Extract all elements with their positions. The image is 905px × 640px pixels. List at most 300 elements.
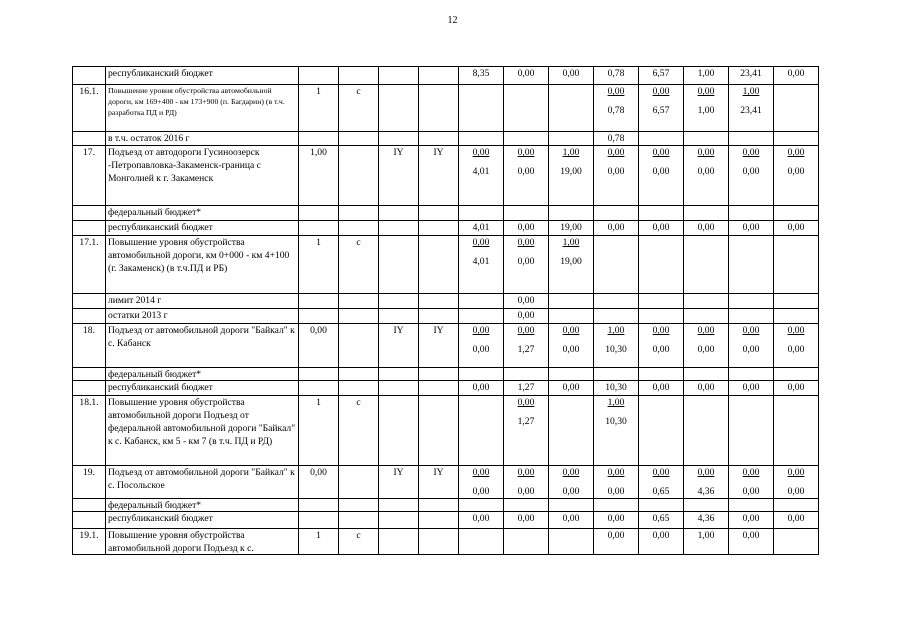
value-line: 1,00 [607, 325, 625, 336]
row-class-b [419, 206, 459, 221]
value-cell [504, 324, 549, 368]
value-line: 0,00 [652, 166, 670, 177]
value-cell [684, 67, 729, 85]
value-cell [594, 221, 639, 236]
value-cell [504, 132, 549, 146]
value-cell [504, 294, 549, 309]
value-cell [729, 146, 774, 206]
value-line: 0,00 [787, 382, 805, 393]
row-number [73, 67, 106, 85]
value-cell [594, 206, 639, 221]
value-line: 6,57 [652, 105, 670, 116]
value-line: 0,00 [697, 147, 715, 158]
value-cell [729, 221, 774, 236]
value-cell [594, 132, 639, 146]
value-line: 0,00 [472, 344, 490, 355]
value-line: 0,65 [652, 486, 670, 497]
table-row [73, 396, 819, 466]
table-row [73, 381, 819, 396]
value-cell [684, 236, 729, 294]
row-name: Подъезд от автодороги Гусиноозерск -Петропавловка-Закаменск-граница с Монголией к г. Закаменск [106, 146, 299, 206]
row-class-a: IY [379, 146, 419, 206]
row-category [339, 67, 379, 85]
table-row [73, 236, 819, 294]
value-cell [774, 221, 819, 236]
value-cell [549, 294, 594, 309]
value-line: 1,27 [517, 382, 535, 393]
table-row [73, 85, 819, 132]
value-line: 4,36 [697, 486, 715, 497]
value-line: 6,57 [652, 68, 670, 79]
row-category [339, 221, 379, 236]
value-cell [459, 67, 504, 85]
row-name: лимит 2014 г [106, 294, 299, 309]
value-cell [639, 236, 684, 294]
value-line: 4,01 [472, 166, 490, 177]
table-row [73, 368, 819, 381]
value-line: 0,00 [652, 530, 670, 541]
value-cell [729, 236, 774, 294]
row-class-a [379, 85, 419, 132]
row-name: Повышение уровня обустройства автомобильной дороги, км 169+400 - км 173+900 (п. Багдарин) (в т.ч. разработка ПД и РД) [106, 85, 299, 132]
row-category [339, 499, 379, 512]
value-cell [639, 512, 684, 529]
value-line: 0,00 [517, 256, 535, 267]
table-row [73, 67, 819, 85]
value-cell [594, 466, 639, 499]
value-cell [684, 499, 729, 512]
value-cell [684, 381, 729, 396]
row-class-a [379, 396, 419, 466]
value-cell [639, 381, 684, 396]
value-cell [549, 132, 594, 146]
value-line: 0,00 [652, 222, 670, 233]
value-line: 0,00 [742, 467, 760, 478]
value-line: 0,00 [472, 467, 490, 478]
row-class-a [379, 221, 419, 236]
row-class-a: IY [379, 324, 419, 368]
value-cell [459, 512, 504, 529]
row-length: 1 [299, 529, 339, 555]
value-line: 0,00 [652, 382, 670, 393]
value-line: 0,00 [562, 68, 580, 79]
value-cell [549, 512, 594, 529]
row-category [339, 206, 379, 221]
row-category [339, 368, 379, 381]
value-cell [684, 132, 729, 146]
row-name: Повышение уровня обустройства автомобильной дороги, км 0+000 - км 4+100 (г. Закаменск) (в т.ч.ПД и РБ) [106, 236, 299, 294]
row-number [73, 221, 106, 236]
row-category [339, 294, 379, 309]
row-number [73, 294, 106, 309]
value-line: 0,00 [787, 513, 805, 524]
value-cell [729, 529, 774, 555]
value-line: 0,00 [697, 86, 715, 97]
row-number [73, 368, 106, 381]
row-name: Повышение уровня обустройства автомобильной дороги Подъезд к с. [106, 529, 299, 555]
table-row [73, 132, 819, 146]
value-cell [594, 396, 639, 466]
row-class-a [379, 236, 419, 294]
row-length: 0,00 [299, 466, 339, 499]
row-category: с [339, 236, 379, 294]
value-cell [459, 85, 504, 132]
row-length [299, 368, 339, 381]
value-line: 0,00 [562, 467, 580, 478]
table-row [73, 146, 819, 206]
value-line: 0,00 [742, 344, 760, 355]
value-line: 19,00 [560, 256, 582, 267]
table-row [73, 221, 819, 236]
row-category [339, 381, 379, 396]
row-name: федеральный бюджет* [106, 368, 299, 381]
value-cell [729, 309, 774, 324]
value-line: 0,00 [517, 147, 535, 158]
value-cell [504, 396, 549, 466]
value-cell [504, 368, 549, 381]
row-class-a [379, 512, 419, 529]
value-line: 0,00 [517, 295, 535, 306]
row-length: 1 [299, 396, 339, 466]
row-number: 19.1. [73, 529, 106, 555]
row-number [73, 132, 106, 146]
value-cell [549, 236, 594, 294]
value-line: 0,00 [787, 325, 805, 336]
value-line: 1,00 [562, 237, 580, 248]
value-cell [639, 368, 684, 381]
row-class-a [379, 381, 419, 396]
value-cell [684, 466, 729, 499]
value-cell [729, 67, 774, 85]
value-line: 0,65 [652, 513, 670, 524]
value-cell [549, 466, 594, 499]
row-length: 1 [299, 236, 339, 294]
value-cell [594, 309, 639, 324]
value-line: 23,41 [740, 68, 762, 79]
value-line: 0,00 [742, 530, 760, 541]
row-number: 16.1. [73, 85, 106, 132]
value-cell [684, 396, 729, 466]
row-class-b: IY [419, 324, 459, 368]
value-cell [729, 396, 774, 466]
value-line: 0,00 [787, 344, 805, 355]
value-cell [774, 206, 819, 221]
value-line: 0,00 [517, 513, 535, 524]
value-cell [684, 368, 729, 381]
value-cell [594, 381, 639, 396]
value-cell [684, 529, 729, 555]
value-line: 0,00 [607, 147, 625, 158]
value-cell [684, 206, 729, 221]
row-class-b [419, 221, 459, 236]
value-line: 0,00 [697, 166, 715, 177]
row-number [73, 206, 106, 221]
value-cell [729, 324, 774, 368]
value-line: 1,00 [697, 105, 715, 116]
value-cell [549, 529, 594, 555]
value-cell [774, 466, 819, 499]
value-line: 0,00 [787, 467, 805, 478]
value-cell [549, 67, 594, 85]
value-line: 0,00 [562, 513, 580, 524]
row-number [73, 512, 106, 529]
value-cell [774, 324, 819, 368]
value-cell [684, 146, 729, 206]
row-length [299, 294, 339, 309]
value-cell [459, 309, 504, 324]
row-class-b [419, 132, 459, 146]
value-cell [729, 85, 774, 132]
value-line: 8,35 [472, 68, 490, 79]
value-line: 0,00 [607, 486, 625, 497]
value-line: 0,00 [607, 86, 625, 97]
value-line: 0,00 [787, 222, 805, 233]
row-name: федеральный бюджет* [106, 499, 299, 512]
row-length [299, 221, 339, 236]
page-number: 12 [447, 15, 458, 26]
row-class-b [419, 236, 459, 294]
value-cell [549, 324, 594, 368]
value-cell [459, 236, 504, 294]
row-category [339, 146, 379, 206]
value-cell [729, 512, 774, 529]
table-row [73, 206, 819, 221]
row-name: республиканский бюджет [106, 221, 299, 236]
row-name: республиканский бюджет [106, 67, 299, 85]
value-cell [684, 294, 729, 309]
row-category [339, 132, 379, 146]
value-cell [684, 309, 729, 324]
value-cell [774, 512, 819, 529]
value-line: 0,00 [517, 237, 535, 248]
value-line: 0,78 [607, 105, 625, 116]
value-cell [504, 67, 549, 85]
value-line: 1,00 [697, 530, 715, 541]
value-line: 0,00 [742, 513, 760, 524]
value-line: 0,00 [652, 86, 670, 97]
value-cell [774, 368, 819, 381]
value-cell [639, 132, 684, 146]
value-cell [459, 132, 504, 146]
value-cell [504, 309, 549, 324]
value-line: 4,36 [697, 513, 715, 524]
value-cell [594, 499, 639, 512]
value-line: 1,00 [562, 147, 580, 158]
value-cell [639, 85, 684, 132]
value-line: 1,00 [742, 86, 760, 97]
row-class-a [379, 206, 419, 221]
value-cell [459, 221, 504, 236]
row-number: 17.1. [73, 236, 106, 294]
value-cell [459, 396, 504, 466]
value-line: 0,00 [742, 325, 760, 336]
value-cell [729, 206, 774, 221]
value-line: 0,00 [607, 530, 625, 541]
row-category [339, 309, 379, 324]
value-line: 19,00 [560, 222, 582, 233]
value-cell [459, 294, 504, 309]
value-cell [504, 206, 549, 221]
value-cell [729, 132, 774, 146]
value-cell [459, 381, 504, 396]
row-class-a [379, 132, 419, 146]
value-cell [774, 396, 819, 466]
value-line: 0,00 [517, 325, 535, 336]
value-line: 0,00 [517, 486, 535, 497]
value-cell [639, 146, 684, 206]
value-line: 0,00 [787, 486, 805, 497]
value-line: 1,00 [697, 68, 715, 79]
row-category [339, 466, 379, 499]
value-line: 0,00 [517, 222, 535, 233]
value-line: 0,00 [517, 68, 535, 79]
value-cell [459, 529, 504, 555]
value-line: 0,00 [697, 467, 715, 478]
value-cell [729, 381, 774, 396]
value-line: 0,00 [472, 325, 490, 336]
value-cell [504, 221, 549, 236]
value-cell [639, 309, 684, 324]
value-line: 0,00 [472, 147, 490, 158]
row-class-b: IY [419, 466, 459, 499]
value-line: 0,00 [472, 237, 490, 248]
value-line: 0,00 [562, 325, 580, 336]
value-cell [729, 499, 774, 512]
row-length [299, 206, 339, 221]
table-row [73, 309, 819, 324]
value-line: 23,41 [740, 105, 762, 116]
row-length [299, 67, 339, 85]
value-line: 0,00 [472, 382, 490, 393]
value-line: 0,00 [787, 166, 805, 177]
value-line: 0,00 [787, 147, 805, 158]
row-length [299, 309, 339, 324]
row-class-b [419, 499, 459, 512]
row-number: 17. [73, 146, 106, 206]
value-cell [549, 221, 594, 236]
value-line: 0,00 [652, 325, 670, 336]
value-cell [549, 368, 594, 381]
value-cell [549, 381, 594, 396]
row-name: в т.ч. остаток 2016 г [106, 132, 299, 146]
value-line: 0,00 [697, 222, 715, 233]
row-length [299, 132, 339, 146]
row-category: с [339, 529, 379, 555]
row-class-a [379, 309, 419, 324]
value-cell [729, 294, 774, 309]
row-length: 0,00 [299, 324, 339, 368]
row-class-a: IY [379, 466, 419, 499]
row-number: 18.1. [73, 396, 106, 466]
row-number [73, 381, 106, 396]
value-cell [774, 146, 819, 206]
value-cell [774, 67, 819, 85]
value-cell [774, 294, 819, 309]
value-cell [639, 529, 684, 555]
row-category: с [339, 85, 379, 132]
value-line: 0,00 [562, 382, 580, 393]
row-name: Повышение уровня обустройства автомобильной дороги Подъезд от федеральной автомобильной дороги "Байкал" к с. Кабанск, км 5 - км 7 (в т.ч. ПД и РД) [106, 396, 299, 466]
value-line: 0,00 [562, 486, 580, 497]
value-line: 0,00 [742, 486, 760, 497]
row-length [299, 512, 339, 529]
value-cell [459, 499, 504, 512]
row-class-b [419, 368, 459, 381]
value-line: 0,00 [742, 147, 760, 158]
value-cell [639, 499, 684, 512]
value-cell [684, 512, 729, 529]
value-cell [594, 85, 639, 132]
value-cell [639, 324, 684, 368]
value-cell [684, 324, 729, 368]
row-class-a [379, 368, 419, 381]
value-cell [594, 146, 639, 206]
value-cell [774, 529, 819, 555]
value-cell [504, 146, 549, 206]
value-cell [504, 499, 549, 512]
value-line: 0,00 [742, 222, 760, 233]
value-cell [549, 206, 594, 221]
row-class-b [419, 512, 459, 529]
value-cell [774, 132, 819, 146]
row-number: 18. [73, 324, 106, 368]
row-number [73, 309, 106, 324]
value-line: 0,00 [607, 513, 625, 524]
table-row [73, 529, 819, 555]
value-cell [639, 206, 684, 221]
value-cell [549, 396, 594, 466]
table-row [73, 499, 819, 512]
value-cell [504, 381, 549, 396]
row-name: Подъезд от автомобильной дороги "Байкал" к с. Посольское [106, 466, 299, 499]
row-class-b: IY [419, 146, 459, 206]
value-line: 0,00 [697, 344, 715, 355]
value-cell [639, 221, 684, 236]
row-class-b [419, 309, 459, 324]
row-class-b [419, 381, 459, 396]
value-cell [594, 368, 639, 381]
row-class-b [419, 67, 459, 85]
value-cell [729, 466, 774, 499]
value-cell [684, 85, 729, 132]
value-line: 0,00 [517, 166, 535, 177]
value-cell [594, 324, 639, 368]
value-line: 1,00 [607, 397, 625, 408]
value-cell [639, 67, 684, 85]
row-class-b [419, 529, 459, 555]
value-line: 0,00 [607, 467, 625, 478]
row-name: остатки 2013 г [106, 309, 299, 324]
value-cell [594, 294, 639, 309]
row-class-b [419, 396, 459, 466]
row-class-a [379, 67, 419, 85]
value-line: 1,27 [517, 416, 535, 427]
value-cell [459, 466, 504, 499]
row-length: 1,00 [299, 146, 339, 206]
value-line: 0,00 [517, 467, 535, 478]
row-length [299, 381, 339, 396]
program-table [72, 66, 819, 555]
value-cell [594, 236, 639, 294]
table-row [73, 466, 819, 499]
value-line: 10,30 [605, 344, 627, 355]
row-class-b [419, 85, 459, 132]
value-cell [504, 466, 549, 499]
value-line: 19,00 [560, 166, 582, 177]
table-row [73, 324, 819, 368]
value-line: 1,27 [517, 344, 535, 355]
value-cell [549, 85, 594, 132]
